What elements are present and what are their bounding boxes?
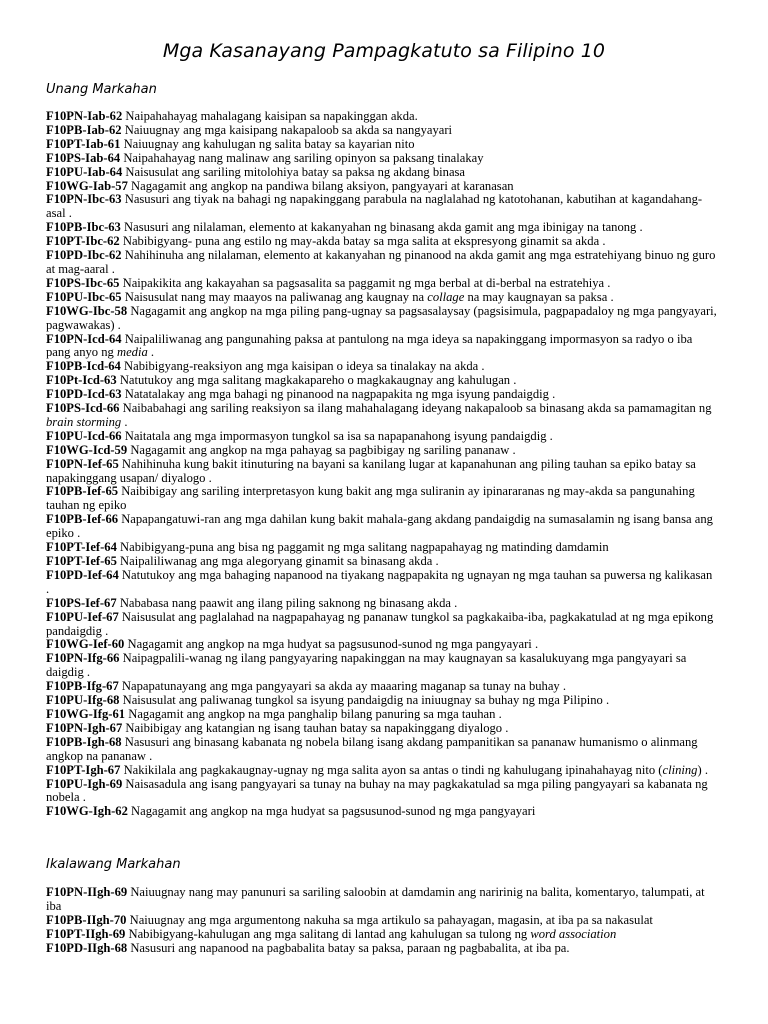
competency-text: Naisasadula ang isang pangyayari sa tunay na buhay na may pagkakatulad sa mga piling pangyayari sa kabanata ng nobela . xyxy=(46,776,708,805)
competency-code: F10PB-Ibc-63 xyxy=(46,220,121,235)
competency-emphasis: brain storming xyxy=(46,414,122,429)
competency-item xyxy=(46,277,718,291)
competency-list-ikalawang-markahan xyxy=(46,886,718,956)
competency-item xyxy=(46,513,718,541)
competency-code: F10PN-Igh-67 xyxy=(46,720,123,735)
competency-item xyxy=(46,166,718,180)
competency-code: F10PB-Igh-68 xyxy=(46,734,122,749)
competency-text: Nabibigyang- puna ang estilo ng may-akda batay sa mga salita at ekspresyong ginamit sa akda . xyxy=(122,234,606,249)
competency-item xyxy=(46,638,718,652)
competency-text: Napapangatuwi-ran ang mga dahilan kung bakit mahala-gang akdang pandaigdig na sumasalamin ng isang bansa ang epiko . xyxy=(46,512,713,541)
competency-item xyxy=(46,235,718,249)
competency-code: F10PT-Ief-64 xyxy=(46,540,117,555)
competency-item xyxy=(46,708,718,722)
competency-text: Nasusuri ang nilalaman, elemento at kakanyahan ng binasang akda gamit ang mga ibinigay na tanong . xyxy=(124,220,643,235)
competency-text: Natutukoy ang mga salitang magkakapareho o magkakaugnay ang kahulugan . xyxy=(119,373,517,388)
competency-item xyxy=(46,138,718,152)
section-heading-ikalawang-markahan: Ikalawang Markahan xyxy=(46,857,181,872)
competency-code: F10WG-Ibc-58 xyxy=(46,303,128,318)
competency-code: F10PB-Ief-65 xyxy=(46,484,119,499)
competency-text: Nagagamit ang angkop na mga piling pang-ugnay sa pagsasalaysay (pagsisimula, pagpapadaloy ng mga pangyayari, pagwawakas) . xyxy=(46,303,717,332)
competency-item xyxy=(46,764,718,778)
competency-item xyxy=(46,291,718,305)
competency-text: Naibibigay ang sariling interpretasyon kung bakit ang mga suliranin ay ipinararanas ng may-akda sa pangunahing tauhan ng epiko xyxy=(46,484,695,513)
competency-item xyxy=(46,611,718,639)
competency-code: F10PN-Ifg-66 xyxy=(46,651,120,666)
competency-code: F10PB-Iab-62 xyxy=(46,122,122,137)
competency-item xyxy=(46,652,718,680)
competency-item xyxy=(46,180,718,194)
competency-code: F10PU-Icd-66 xyxy=(46,428,122,443)
competency-code: F10PU-Iab-64 xyxy=(46,164,123,179)
competency-code: F10PD-IIgh-68 xyxy=(46,940,128,955)
competency-text: Naipagpalili-wanag ng ilang pangyayaring napakinggan na may kaugnayan sa kasalukuyang mga pangyayari sa daigdig . xyxy=(46,651,687,680)
competency-list-unang-markahan xyxy=(46,110,718,819)
competency-text: Nabibigyang-reaksiyon ang mga kaisipan o ideya sa tinalakay na akda . xyxy=(124,359,485,374)
competency-code: F10PN-Iab-62 xyxy=(46,109,123,123)
competency-text: Nasusuri ang binasang kabanata ng nobela bilang isang akdang pampanitikan sa pananaw humanismo o alinmang angkop na pananaw . xyxy=(46,734,698,763)
competency-text: Nahihinuha kung bakit itinuturing na bayani sa kanilang lugar at kapanahunan ang piling tauhan sa epiko batay sa napakinggang usapan/ diyalogo . xyxy=(46,456,696,485)
document-title: Mga Kasanayang Pampagkatuto sa Filipino 10 xyxy=(162,40,606,62)
competency-text: Naipaliliwanag ang mga alegoryang ginamit sa binasang akda . xyxy=(120,554,439,568)
competency-item xyxy=(46,388,718,402)
competency-item xyxy=(46,124,718,138)
competency-code: F10PD-Icd-63 xyxy=(46,387,122,402)
competency-text-tail: . xyxy=(121,414,128,429)
competency-text-tail: . xyxy=(147,345,155,360)
competency-code: F10PU-Ifg-68 xyxy=(46,693,120,708)
competency-text: Nahihinuha ang nilalaman, elemento at kakanyahan ng pinanood na akda gamit ang mga estratehiyang binuo ng guro at mag-aaral . xyxy=(46,248,716,276)
competency-text: Naipahahayag mahalagang kaisipan sa napakinggan akda. xyxy=(125,109,418,123)
competency-text: Nabibigyang-kahulugan ang mga salitang di lantad ang kahulugan sa tulong ng xyxy=(128,926,531,941)
competency-item xyxy=(46,193,718,221)
competency-text: Natutukoy ang mga bahaging napanood na tiyakang nagpapakita ng ugnayan ng mga tauhan sa puwersa ng kalikasan . xyxy=(46,567,713,596)
competency-item xyxy=(46,485,718,513)
competency-code: F10PN-Icd-64 xyxy=(46,331,122,346)
competency-text: Naibabahagi ang sariling reaksiyon sa ilang mahahalagang ideyang nakapaloob sa binasang akda sa pamamagitan ng xyxy=(122,401,712,416)
competency-text: Nasusuri ang napanood na pagbabalita batay sa paksa, paraan ng pagbabalita, at iba pa. xyxy=(130,940,570,955)
competency-code: F10WG-Iab-57 xyxy=(46,178,128,193)
competency-code: F10WG-Ief-60 xyxy=(46,637,125,652)
competency-code: F10PT-Ief-65 xyxy=(46,554,117,568)
competency-code: F10PB-Ifg-67 xyxy=(46,679,119,694)
competency-item xyxy=(46,333,718,361)
competency-text: Naisusulat ang sariling mitolohiya batay sa paksa ng akdang binasa xyxy=(125,164,466,179)
competency-text: Naibibigay ang katangian ng isang tauhan batay sa napakinggang diyalogo . xyxy=(125,720,509,735)
competency-code: F10PS-Icd-66 xyxy=(46,401,120,416)
competency-text: Nagagamit ang angkop na mga panghalip bilang panuring sa mga tauhan . xyxy=(128,706,502,721)
competency-text: Naisusulat nang may maayos na paliwanag ang kaugnay na xyxy=(124,289,428,304)
competency-item xyxy=(46,402,718,430)
competency-text: Naisusulat ang paglalahad na nagpapahayag ng pananaw tungkol sa pagkakaiba-iba, pagkakatulad at ng mga epikong pandaigdig . xyxy=(46,609,714,638)
competency-code: F10PN-IIgh-69 xyxy=(46,885,128,899)
competency-item xyxy=(46,680,718,694)
competency-item xyxy=(46,597,718,611)
competency-item xyxy=(46,942,718,956)
competency-code: F10PS-Ibc-65 xyxy=(46,275,120,290)
competency-text: Nakikilala ang pagkakaugnay-ugnay ng mga salita ayon sa antas o tindi ng kahulugang ipinahahayag nito ( xyxy=(123,762,663,777)
competency-item xyxy=(46,305,718,333)
competency-text: Naiuugnay ang kahulugan ng salita batay sa kayarian nito xyxy=(123,136,415,151)
competency-item xyxy=(46,722,718,736)
competency-item xyxy=(46,555,718,569)
competency-code: F10PT-Ibc-62 xyxy=(46,234,120,249)
competency-text: Naitatala ang mga impormasyon tungkol sa isa sa napapanahong isyung pandaigdig . xyxy=(124,428,553,443)
competency-code: F10PT-IIgh-69 xyxy=(46,926,126,941)
competency-text: Nagagamit ang angkop na mga hudyat sa pagsusunod-sunod ng mga pangyayari xyxy=(131,804,536,819)
competency-code: F10PU-Igh-69 xyxy=(46,776,123,791)
competency-code: F10PN-Ief-65 xyxy=(46,456,119,471)
competency-item xyxy=(46,569,718,597)
competency-text: Naipakikita ang kakayahan sa pagsasalita sa paggamit ng mga berbal at di-berbal na estratehiya . xyxy=(122,275,611,290)
competency-code: F10PT-Igh-67 xyxy=(46,762,121,777)
competency-text: Nabibigyang-puna ang bisa ng paggamit ng mga salitang nagpapahayag ng matinding damdamin xyxy=(120,540,609,555)
competency-item xyxy=(46,736,718,764)
competency-text-tail: na may kaugnayan sa paksa . xyxy=(464,289,614,304)
competency-code: F10Pt-Icd-63 xyxy=(46,373,117,388)
competency-code: F10PB-Icd-64 xyxy=(46,359,121,374)
competency-code: F10PD-Ief-64 xyxy=(46,567,119,582)
competency-text: Naiuugnay nang may panunuri sa sariling saloobin at damdamin ang naririnig na balita, komentaryo, talumpati, at iba xyxy=(46,885,705,913)
competency-text: Naiuugnay ang mga argumentong nakuha sa mga artikulo sa pahayagan, magasin, at iba pa sa nakasulat xyxy=(129,912,653,927)
competency-text: Nagagamit ang angkop na mga pahayag sa pagbibigay ng sariling pananaw . xyxy=(130,442,516,457)
competency-item xyxy=(46,805,718,819)
competency-item xyxy=(46,152,718,166)
competency-text: Nasusuri ang tiyak na bahagi ng napakinggang parabula na naglalahad ng katotohanan, kabutihan at kagandahang-asal . xyxy=(46,192,703,221)
competency-text-tail: ) . xyxy=(697,762,708,777)
competency-code: F10PT-Iab-61 xyxy=(46,136,121,151)
competency-code: F10PB-Ief-66 xyxy=(46,512,119,527)
competency-text: Nagagamit ang angkop na pandiwa bilang aksiyon, pangyayari at karanasan xyxy=(131,178,514,193)
competency-item xyxy=(46,541,718,555)
section-heading-unang-markahan: Unang Markahan xyxy=(46,82,157,97)
competency-item xyxy=(46,928,718,942)
competency-item xyxy=(46,914,718,928)
competency-item xyxy=(46,886,718,914)
competency-text: Nababasa nang paawit ang ilang piling saknong ng binasang akda . xyxy=(119,595,458,610)
competency-item xyxy=(46,430,718,444)
competency-code: F10PU-Ibc-65 xyxy=(46,289,122,304)
competency-text: Naipaliliwanag ang pangunahing paksa at pantulong na mga ideya sa napakinggang impormasyon sa radyo o iba pang anyo ng xyxy=(46,331,693,360)
competency-text: Naisusulat ang paliwanag tungkol sa isyung pandaigdig na iniuugnay sa buhay ng mga Pilipino . xyxy=(122,693,610,708)
competency-item xyxy=(46,221,718,235)
competency-code: F10PS-Iab-64 xyxy=(46,150,121,165)
competency-code: F10WG-Icd-59 xyxy=(46,442,128,457)
competency-item xyxy=(46,360,718,374)
competency-code: F10WG-Ifg-61 xyxy=(46,706,126,721)
competency-item xyxy=(46,110,718,124)
competency-text: Nagagamit ang angkop na mga hudyat sa pagsusunod-sunod ng mga pangyayari . xyxy=(127,637,539,652)
competency-code: F10PU-Ief-67 xyxy=(46,609,119,624)
competency-item xyxy=(46,458,718,486)
competency-code: F10PD-Ibc-62 xyxy=(46,248,122,263)
competency-item xyxy=(46,694,718,708)
competency-code: F10PN-Ibc-63 xyxy=(46,192,122,207)
competency-item xyxy=(46,249,718,277)
competency-item xyxy=(46,444,718,458)
competency-text: Naiuugnay ang mga kaisipang nakapaloob sa akda sa nangyayari xyxy=(124,122,453,137)
competency-code: F10WG-Igh-62 xyxy=(46,804,128,819)
competency-code: F10PB-IIgh-70 xyxy=(46,912,127,927)
competency-item xyxy=(46,374,718,388)
competency-text: Napapatunayang ang mga pangyayari sa akda ay maaaring maganap sa tunay na buhay . xyxy=(121,679,567,694)
competency-item xyxy=(46,778,718,806)
competency-text: Naipahahayag nang malinaw ang sariling opinyon sa paksang tinalakay xyxy=(123,150,484,165)
competency-emphasis: clining xyxy=(662,762,698,777)
competency-text: Natatalakay ang mga bahagi ng pinanood na nagpapakita ng mga isyung pandaigdig . xyxy=(124,387,556,402)
competency-code: F10PS-Ief-67 xyxy=(46,595,117,610)
competency-emphasis: collage xyxy=(427,289,465,304)
competency-emphasis: word association xyxy=(530,926,617,941)
competency-emphasis: media xyxy=(117,345,148,360)
